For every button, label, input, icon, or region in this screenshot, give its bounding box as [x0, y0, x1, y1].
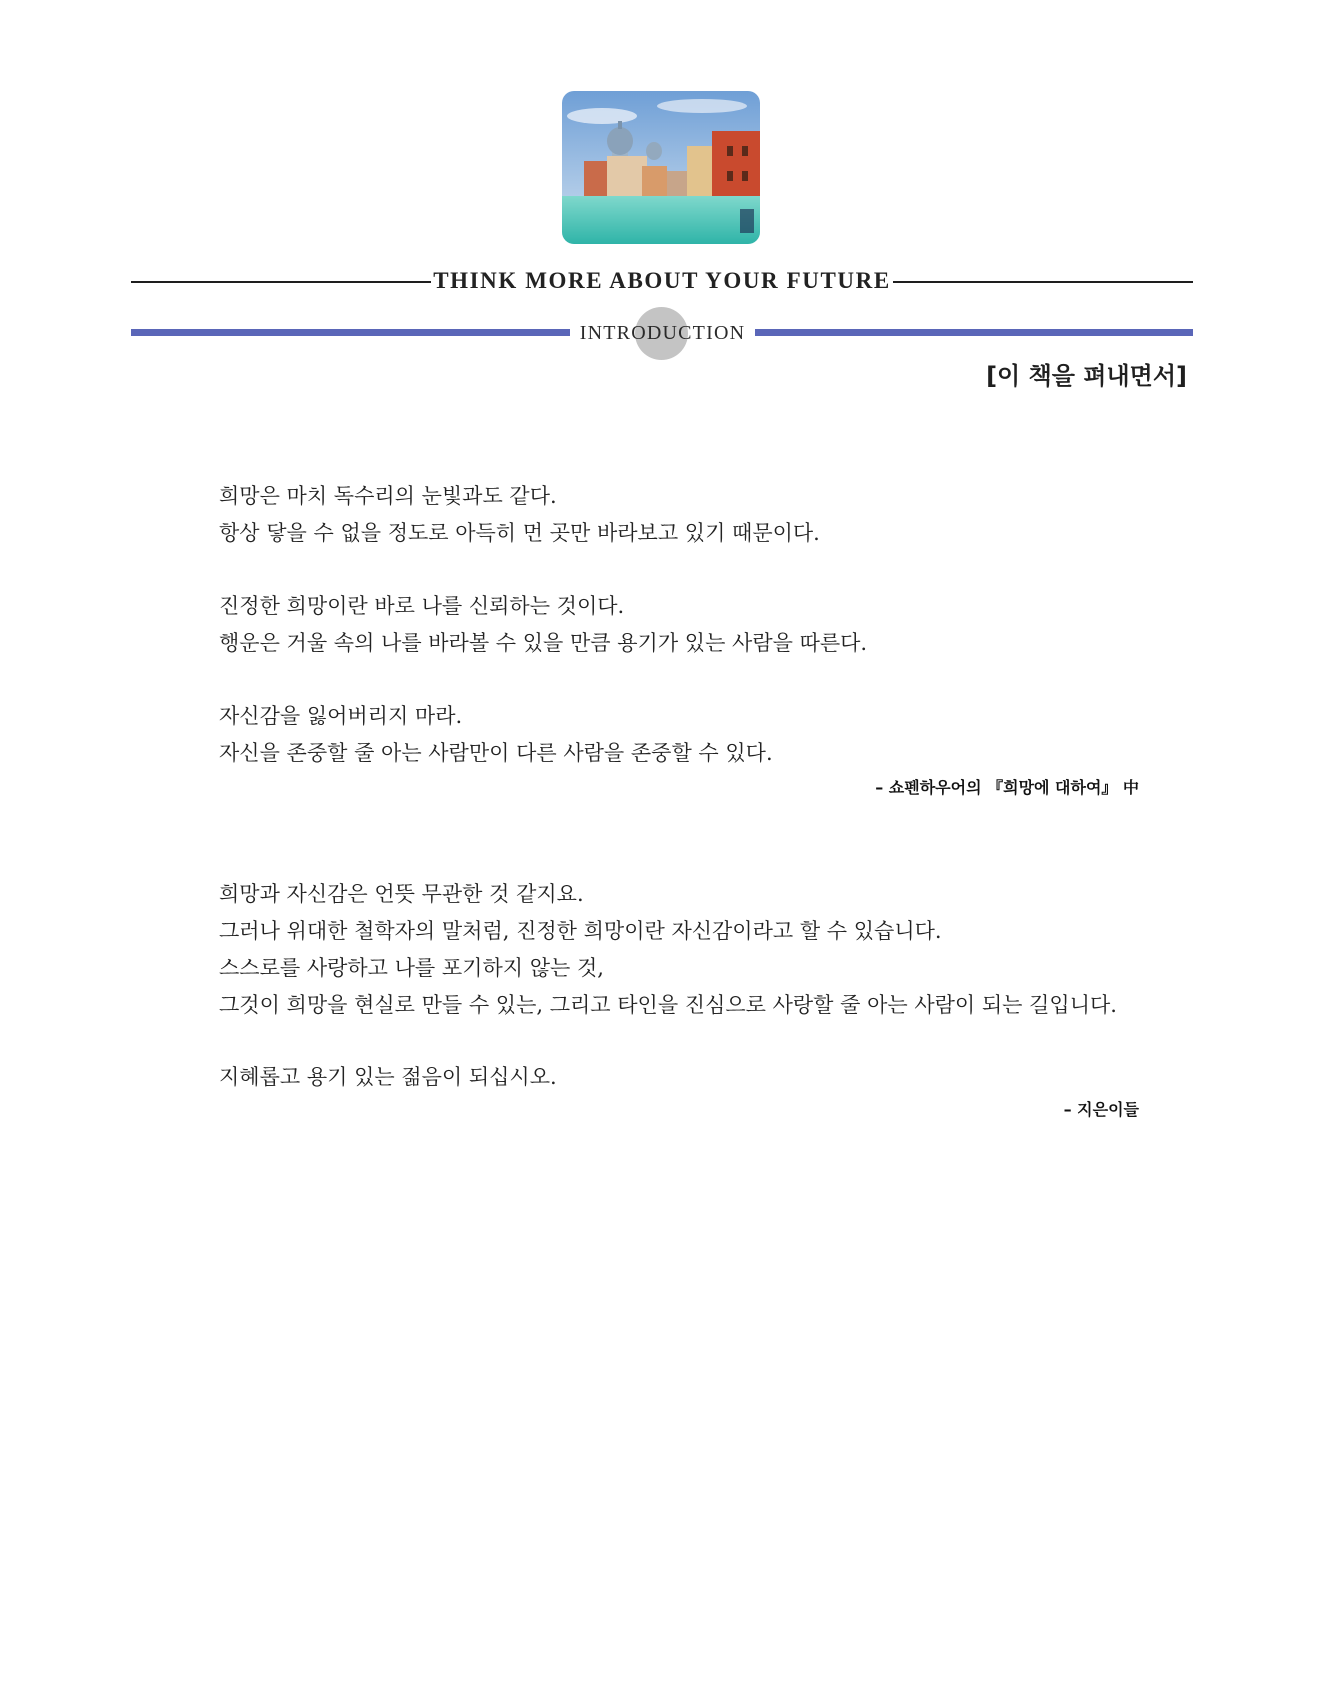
page-heading: THINK MORE ABOUT YOUR FUTURE	[433, 268, 891, 293]
quote-line: 항상 닿을 수 없을 정도로 아득히 먼 곳만 바라보고 있기 때문이다.	[219, 521, 820, 545]
section-rule-left	[131, 329, 570, 336]
author-attribution: – 지은이들	[1063, 1100, 1139, 1119]
quote-paragraph	[219, 588, 1159, 662]
message-line: 희망과 자신감은 언뜻 무관한 것 같지요.	[219, 882, 584, 906]
quote-line: 행운은 거울 속의 나를 바라볼 수 있을 만큼 용기가 있는 사람을 따른다.	[219, 631, 868, 655]
message-line: 그것이 희망을 현실로 만들 수 있는, 그리고 타인을 진심으로 사랑할 줄 아는 사람이 되는 길입니다.	[219, 993, 1117, 1017]
section-label: INTRODUCTION	[579, 322, 746, 344]
quote-line: 진정한 희망이란 바로 나를 신뢰하는 것이다.	[219, 594, 625, 618]
quote-line: 자신감을 잃어버리지 마라.	[219, 704, 463, 728]
message-paragraph	[219, 876, 1159, 1024]
quote-attribution: – 쇼펜하우어의 『희망에 대하여』 中	[875, 778, 1139, 797]
venice-canal-photo	[562, 91, 760, 244]
quote-line: 희망은 마치 독수리의 눈빛과도 같다.	[219, 484, 557, 508]
quote-line: 자신을 존중할 줄 아는 사람만이 다른 사람을 존중할 수 있다.	[219, 741, 773, 765]
section-rule-right	[755, 329, 1193, 336]
message-line: 스스로를 사랑하고 나를 포기하지 않는 것,	[219, 956, 604, 980]
quote-paragraph	[219, 478, 1159, 552]
message-line: 그러나 위대한 철학자의 말처럼, 진정한 희망이란 자신감이라고 할 수 있습니다.	[219, 919, 942, 943]
heading-rule-left	[131, 281, 431, 283]
page-title: [이 책을 펴내면서]	[986, 362, 1187, 390]
quote-paragraph	[219, 698, 1159, 772]
message-paragraph	[219, 1059, 1159, 1096]
heading-rule-right	[893, 281, 1193, 283]
message-line: 지혜롭고 용기 있는 젊음이 되십시오.	[219, 1065, 557, 1089]
